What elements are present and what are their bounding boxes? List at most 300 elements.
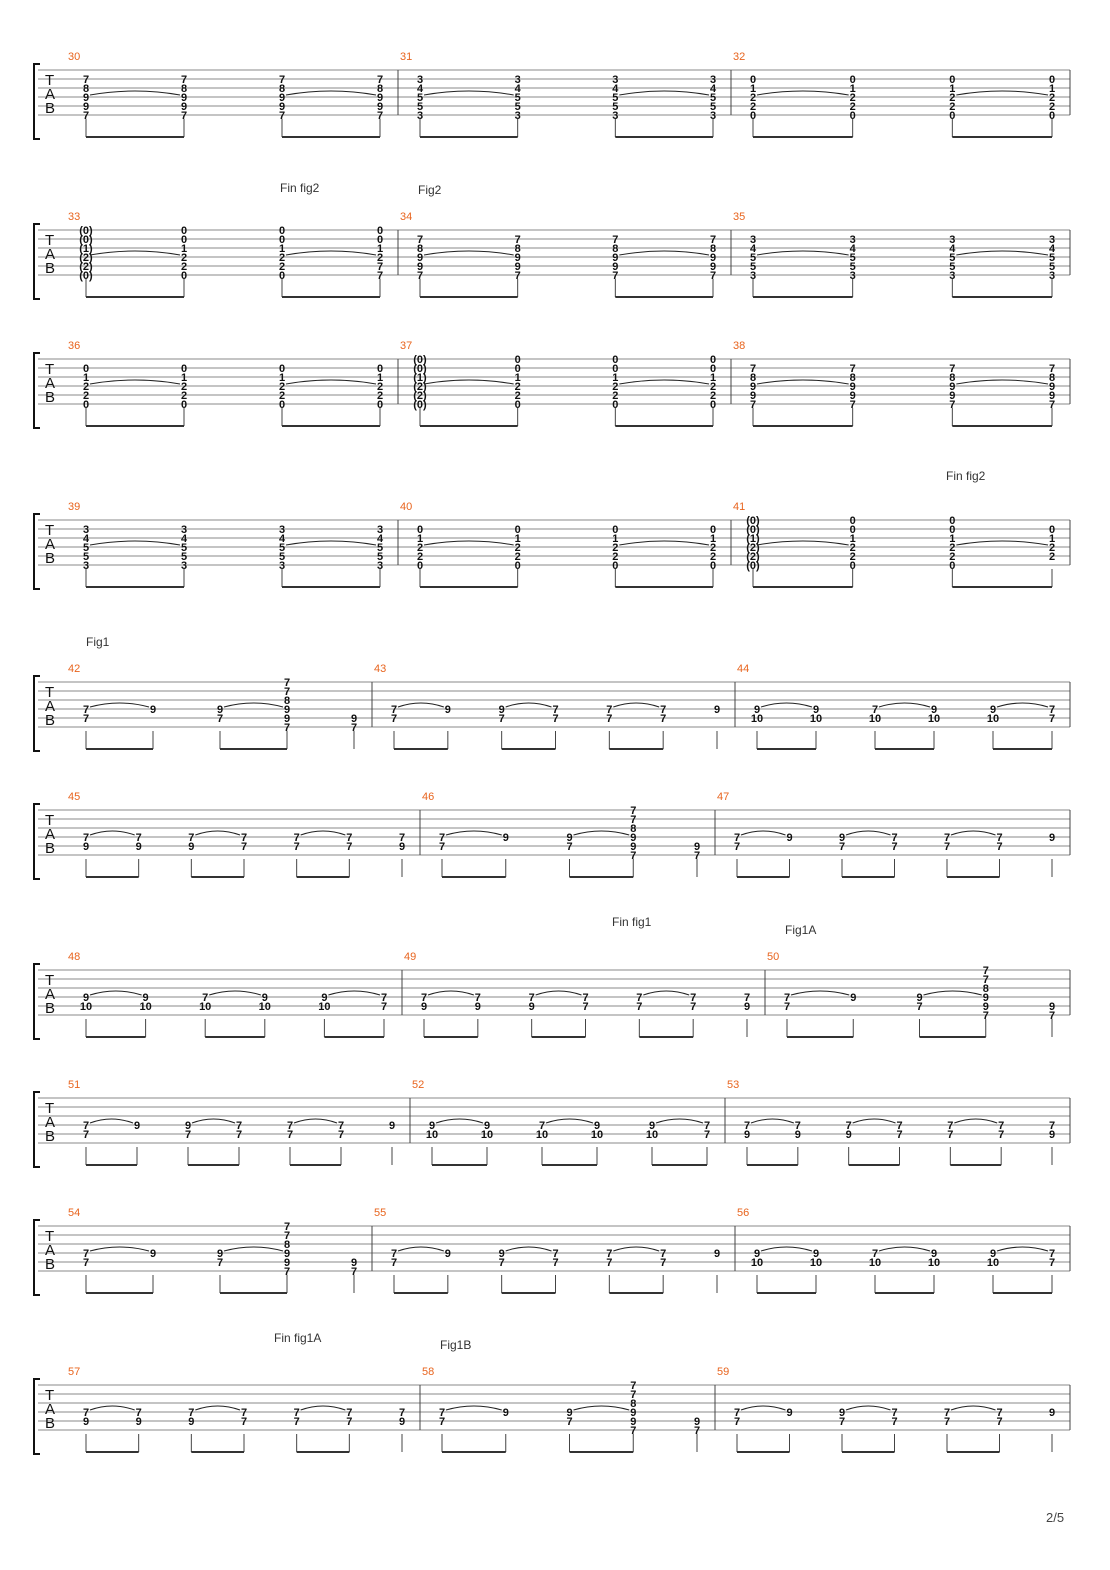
fret-number: (0) — [413, 354, 427, 366]
tab-system — [34, 183, 1070, 299]
fret-number: 8 — [709, 243, 717, 255]
fret-number: 1 — [612, 533, 619, 545]
fret-number: 7 — [1048, 1257, 1056, 1269]
fret-number: 9 — [982, 1001, 989, 1013]
fret-number: 7 — [733, 841, 741, 853]
fret-number: 10 — [809, 713, 823, 725]
fret-number: 0 — [514, 354, 521, 366]
tie-arc — [757, 380, 849, 384]
fret-number: 7 — [660, 713, 667, 725]
fret-number: 7 — [293, 841, 300, 853]
tie-arc — [879, 703, 930, 707]
fret-number: 3 — [416, 110, 424, 122]
tie-arc — [301, 1406, 346, 1410]
fret-number: 10 — [258, 1001, 271, 1013]
fret-number: 7 — [82, 713, 90, 725]
fret-number: 9 — [838, 832, 846, 844]
fret-number: 2 — [709, 542, 717, 554]
system-bracket — [34, 804, 40, 879]
tab-clef-letter: B — [45, 1000, 56, 1017]
fret-number: 9 — [845, 1129, 852, 1141]
fret-number: 7 — [630, 814, 637, 826]
tie-arc — [619, 251, 709, 255]
fret-number: 9 — [135, 841, 142, 853]
fret-number: 7 — [630, 1389, 637, 1401]
fret-number: 7 — [82, 1120, 90, 1132]
tab-system — [34, 340, 1070, 428]
fret-number: 5 — [949, 252, 956, 264]
fret-number: 2 — [949, 542, 956, 554]
fret-number: 5 — [849, 252, 856, 264]
fret-number: 5 — [709, 92, 717, 104]
fret-number: 7 — [380, 1001, 388, 1013]
fret-number: 7 — [996, 841, 1003, 853]
fret-number: 9 — [1048, 1001, 1056, 1013]
tie-arc — [90, 380, 180, 384]
tie-arc — [761, 1247, 812, 1251]
fret-number: 2 — [82, 390, 90, 402]
fret-number: 7 — [180, 74, 188, 86]
system-bracket — [34, 1220, 40, 1295]
fret-number: 7 — [838, 841, 846, 853]
fret-number: 10 — [809, 1257, 823, 1269]
fret-number: 0 — [849, 560, 856, 572]
fret-number: 7 — [660, 704, 667, 716]
fret-number: 5 — [514, 101, 521, 113]
fret-number: 9 — [709, 252, 717, 264]
fret-number: (0) — [746, 515, 760, 527]
fret-number: 0 — [514, 560, 521, 572]
fret-number: 9 — [593, 1120, 601, 1132]
tie-arc — [757, 541, 849, 545]
fret-number: 7 — [783, 992, 791, 1004]
tie-arc — [294, 1119, 337, 1123]
tie-arc — [398, 1247, 444, 1251]
measure-number: 38 — [733, 340, 746, 352]
fret-number: 1 — [82, 372, 90, 384]
fret-number: 9 — [949, 381, 956, 393]
fret-number: 9 — [149, 704, 157, 716]
fret-number: 0 — [416, 524, 424, 536]
fret-number: 0 — [514, 524, 521, 536]
tie-arc — [619, 541, 709, 545]
fret-number: 7 — [346, 841, 353, 853]
fret-number: 3 — [514, 110, 521, 122]
fret-number: 9 — [283, 704, 291, 716]
fret-number: 9 — [420, 1001, 428, 1013]
measure-number: 41 — [733, 501, 746, 513]
fret-number: 9 — [849, 390, 856, 402]
fret-number: 7 — [636, 992, 643, 1004]
fret-number: 1 — [278, 372, 286, 384]
fret-number: 9 — [398, 1416, 406, 1428]
fret-number: 7 — [82, 1129, 90, 1141]
fret-number: 7 — [982, 974, 989, 986]
fret-number: 9 — [850, 992, 857, 1004]
fret-number: 10 — [645, 1129, 659, 1141]
tab-clef-letter: A — [45, 826, 56, 843]
tab-clef-letter: T — [45, 1228, 55, 1245]
fret-number: 3 — [376, 560, 384, 572]
fret-number: 9 — [216, 704, 224, 716]
fret-number: 2 — [1048, 542, 1056, 554]
tab-clef-letter: B — [45, 1415, 56, 1432]
fret-number: 9 — [261, 992, 268, 1004]
fret-number: 9 — [321, 992, 328, 1004]
fret-number: 2 — [376, 390, 384, 402]
fret-number: 9 — [350, 1257, 358, 1269]
tab-clef-letter: T — [45, 812, 55, 829]
fret-number: 0 — [709, 560, 717, 572]
fret-number: 5 — [514, 92, 521, 104]
fret-number: 2 — [376, 381, 384, 393]
fret-number: 8 — [180, 83, 188, 95]
fret-number: 9 — [648, 1120, 656, 1132]
tie-arc — [757, 91, 849, 95]
fret-number: 7 — [390, 1248, 398, 1260]
tab-clef-letter: T — [45, 1387, 55, 1404]
fret-number: 7 — [514, 270, 521, 282]
tab-system — [34, 791, 1070, 879]
measure-number: 56 — [737, 1207, 750, 1219]
measure-number: 31 — [400, 51, 413, 63]
fret-number: 7 — [891, 841, 898, 853]
fret-number: 7 — [82, 110, 90, 122]
fret-number: 7 — [1048, 363, 1056, 375]
fret-number: 9 — [514, 261, 521, 273]
fret-number: 0 — [180, 399, 188, 411]
fret-number: 9 — [566, 832, 573, 844]
fret-number: 0 — [416, 560, 424, 572]
tie-arc — [328, 991, 380, 995]
fret-number: 9 — [849, 381, 856, 393]
fret-number: 7 — [612, 234, 619, 246]
fret-number: 5 — [82, 551, 90, 563]
tie-arc — [446, 1406, 502, 1410]
fret-number: 9 — [713, 704, 721, 716]
fret-number: 7 — [180, 110, 188, 122]
fret-number: 3 — [709, 74, 717, 86]
fret-number: 7 — [82, 1248, 90, 1260]
fret-number: 9 — [498, 1248, 505, 1260]
fret-number: 9 — [989, 704, 997, 716]
tie-arc — [574, 831, 630, 835]
fret-number: 7 — [916, 1001, 923, 1013]
fret-number: 0 — [949, 74, 956, 86]
measure-number: 36 — [68, 340, 81, 352]
tie-arc — [546, 1119, 593, 1123]
tie-arc — [791, 991, 849, 995]
tab-clef-letter: A — [45, 536, 56, 553]
tie-arc — [956, 91, 1048, 95]
fret-number: 7 — [733, 1407, 741, 1419]
fret-number: 7 — [891, 1407, 898, 1419]
fret-number: 0 — [709, 524, 717, 536]
fret-number: 7 — [794, 1120, 801, 1132]
fret-number: (1) — [413, 372, 427, 384]
fret-number: 5 — [376, 551, 384, 563]
fret-number: 9 — [498, 704, 505, 716]
fret-number: 2 — [749, 92, 757, 104]
measure-number: 54 — [68, 1207, 81, 1219]
system-bracket — [34, 224, 40, 299]
fret-number: 9 — [753, 1248, 761, 1260]
fret-number: 3 — [1048, 270, 1056, 282]
fret-number: 7 — [871, 704, 879, 716]
tie-arc — [446, 831, 502, 835]
fret-number: 7 — [636, 1001, 643, 1013]
fret-number: 7 — [630, 1380, 637, 1392]
fret-number: 10 — [590, 1129, 604, 1141]
fret-number: 3 — [376, 524, 384, 536]
fret-number: 9 — [184, 1120, 192, 1132]
fret-number: 0 — [278, 225, 286, 237]
fret-number: 3 — [278, 524, 286, 536]
tie-arc — [619, 380, 709, 384]
fret-number: 0 — [376, 399, 384, 411]
tab-clef-letter: B — [45, 1256, 56, 1273]
fret-number: 5 — [416, 101, 424, 113]
fret-number: 1 — [749, 83, 757, 95]
fret-number: 7 — [416, 234, 424, 246]
fret-number: 7 — [552, 1257, 559, 1269]
system-bracket — [34, 1379, 40, 1454]
fret-number: 5 — [278, 551, 286, 563]
fret-number: 7 — [283, 1221, 291, 1233]
fret-number: 7 — [552, 713, 559, 725]
fret-number: 7 — [996, 1416, 1003, 1428]
fret-number: 7 — [528, 992, 535, 1004]
fret-number: 7 — [703, 1129, 711, 1141]
tab-system — [34, 1338, 1070, 1454]
fret-number: 7 — [733, 832, 741, 844]
fret-number: 7 — [1048, 399, 1056, 411]
system-bracket — [34, 64, 40, 139]
fret-number: 2 — [514, 551, 521, 563]
fret-number: 9 — [630, 841, 637, 853]
fret-number: 0 — [612, 560, 619, 572]
tab-clef-letter: A — [45, 1114, 56, 1131]
tie-arc — [428, 991, 474, 995]
fret-number: 9 — [416, 261, 424, 273]
tie-arc — [757, 251, 849, 255]
fret-number: 9 — [630, 1407, 637, 1419]
fret-number: 0 — [278, 363, 286, 375]
fret-number: 3 — [709, 110, 717, 122]
fret-number: 7 — [552, 1248, 559, 1260]
fret-number: 2 — [376, 252, 384, 264]
tie-arc — [613, 1247, 659, 1251]
fret-number: 7 — [612, 270, 619, 282]
fret-number: 7 — [82, 1407, 90, 1419]
fret-number: 3 — [278, 560, 286, 572]
fret-number: 7 — [438, 1407, 446, 1419]
fret-number: 4 — [376, 533, 384, 545]
fret-number: 10 — [480, 1129, 494, 1141]
tie-arc — [398, 703, 444, 707]
fret-number: 7 — [690, 992, 697, 1004]
fret-number: 1 — [709, 533, 717, 545]
fret-number: 0 — [849, 524, 856, 536]
fret-number: 7 — [891, 832, 898, 844]
tie-arc — [90, 251, 180, 255]
fret-number: 3 — [82, 524, 90, 536]
fret-number: 2 — [849, 542, 856, 554]
fret-number: 4 — [949, 243, 956, 255]
fret-number: 3 — [180, 524, 188, 536]
tie-arc — [574, 1406, 630, 1410]
tie-arc — [90, 1247, 149, 1251]
fret-number: 7 — [376, 110, 384, 122]
fret-number: 7 — [582, 992, 589, 1004]
fret-number: 9 — [502, 1407, 509, 1419]
fret-number: 9 — [838, 1407, 846, 1419]
fret-number: 7 — [606, 1257, 613, 1269]
fret-number: 7 — [286, 1120, 294, 1132]
fret-number: 9 — [743, 1001, 751, 1013]
fret-number: 7 — [390, 1257, 398, 1269]
fret-number: 0 — [1048, 524, 1056, 536]
tie-arc — [90, 991, 142, 995]
fret-number: 0 — [709, 363, 717, 375]
fret-number: 7 — [709, 270, 717, 282]
fret-number: 0 — [709, 354, 717, 366]
section-label: Fig1 — [86, 635, 110, 649]
fret-number: 1 — [376, 372, 384, 384]
fret-number: 7 — [1048, 713, 1056, 725]
fret-number: 10 — [868, 713, 882, 725]
fret-number: 2 — [849, 551, 856, 563]
fret-number: 10 — [868, 1257, 882, 1269]
tab-clef-letter: B — [45, 260, 56, 277]
fret-number: 9 — [749, 390, 757, 402]
fret-number: 9 — [283, 1248, 291, 1260]
fret-number: 7 — [838, 1416, 846, 1428]
fret-number: 7 — [216, 713, 224, 725]
fret-number: 3 — [612, 74, 619, 86]
tie-arc — [90, 91, 180, 95]
fret-number: 1 — [514, 372, 521, 384]
fret-number: 5 — [416, 92, 424, 104]
fret-number: (1) — [79, 243, 93, 255]
tie-arc — [195, 1406, 240, 1410]
tab-clef-letter: B — [45, 100, 56, 117]
fret-number: 7 — [438, 1416, 446, 1428]
fret-number: 0 — [612, 524, 619, 536]
fret-number: 2 — [1048, 92, 1056, 104]
fret-number: 7 — [278, 74, 286, 86]
tie-arc — [751, 1119, 794, 1123]
fret-number: 7 — [82, 832, 90, 844]
fret-number: 1 — [849, 533, 856, 545]
fret-number: 7 — [390, 713, 398, 725]
fret-number: 7 — [376, 270, 384, 282]
tie-arc — [879, 1247, 930, 1251]
fret-number: 1 — [1048, 83, 1056, 95]
measure-number: 59 — [717, 1366, 730, 1378]
fret-number: 7 — [514, 234, 521, 246]
tab-clef-letter: B — [45, 712, 56, 729]
fret-number: 9 — [949, 390, 956, 402]
fret-number: 7 — [660, 1248, 667, 1260]
fret-number: 9 — [376, 101, 384, 113]
fret-number: 8 — [514, 243, 521, 255]
measure-number: 53 — [727, 1079, 740, 1091]
fret-number: 9 — [135, 1416, 142, 1428]
tie-arc — [301, 831, 346, 835]
fret-number: 9 — [350, 713, 358, 725]
fret-number: 9 — [630, 1416, 637, 1428]
tab-clef-letter: T — [45, 684, 55, 701]
tie-arc — [956, 380, 1048, 384]
fret-number: 7 — [346, 832, 353, 844]
fret-number: 7 — [996, 1407, 1003, 1419]
fret-number: 3 — [749, 270, 757, 282]
tie-arc — [209, 991, 261, 995]
fret-number: 5 — [376, 542, 384, 554]
tie-arc — [424, 541, 514, 545]
tie-arc — [997, 703, 1048, 707]
fret-number: 9 — [753, 704, 761, 716]
fret-number: 9 — [528, 1001, 535, 1013]
fret-number: 0 — [514, 363, 521, 375]
tie-arc — [195, 831, 240, 835]
fret-number: 2 — [180, 252, 188, 264]
fret-number: 1 — [949, 83, 956, 95]
fret-number: 0 — [180, 234, 188, 246]
fret-number: 4 — [749, 243, 757, 255]
fret-number: 7 — [293, 1407, 300, 1419]
fret-number: 1 — [376, 243, 384, 255]
fret-number: 0 — [514, 399, 521, 411]
fret-number: 9 — [180, 92, 188, 104]
fret-number: 9 — [188, 1416, 195, 1428]
fret-number: 7 — [845, 1120, 852, 1132]
fret-number: 9 — [1048, 832, 1056, 844]
tie-arc — [424, 251, 514, 255]
fret-number: 2 — [514, 390, 521, 402]
fret-number: 9 — [794, 1129, 801, 1141]
fret-number: 7 — [240, 1407, 248, 1419]
fret-number: 3 — [180, 560, 188, 572]
fret-number: 7 — [606, 713, 613, 725]
fret-number: 8 — [376, 83, 384, 95]
fret-number: 7 — [582, 1001, 589, 1013]
fret-number: 7 — [350, 1266, 358, 1278]
tie-arc — [224, 703, 283, 707]
fret-number: 9 — [1048, 1129, 1056, 1141]
fret-number: (0) — [79, 270, 93, 282]
tie-arc — [90, 703, 149, 707]
fret-number: 7 — [982, 1010, 989, 1022]
fret-number: 9 — [149, 1248, 157, 1260]
fret-number: 9 — [930, 1248, 938, 1260]
fret-number: 1 — [1048, 533, 1056, 545]
fret-number: 7 — [552, 704, 559, 716]
fret-number: 4 — [514, 83, 521, 95]
fret-number: 0 — [949, 515, 956, 527]
fret-number: 5 — [278, 542, 286, 554]
fret-number: 7 — [630, 850, 637, 862]
fret-number: 9 — [416, 252, 424, 264]
measure-number: 43 — [374, 663, 387, 675]
measure-number: 35 — [733, 211, 746, 223]
fret-number: 7 — [947, 1120, 954, 1132]
tie-arc — [741, 831, 786, 835]
fret-number: 7 — [420, 992, 428, 1004]
tie-arc — [536, 991, 582, 995]
fret-number: 7 — [278, 110, 286, 122]
